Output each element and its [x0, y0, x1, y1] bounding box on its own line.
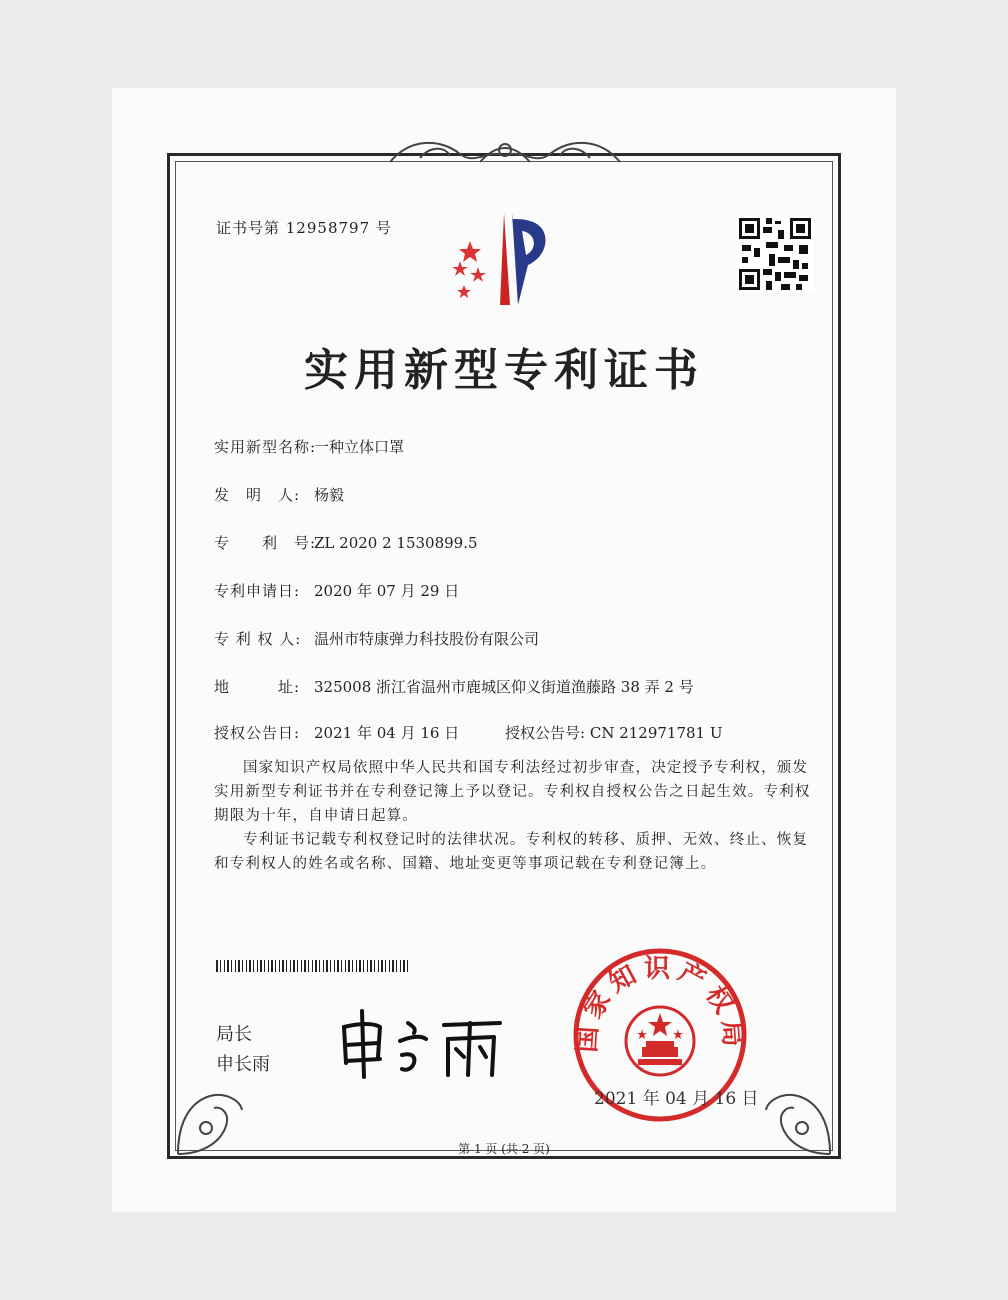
certificate-number: 证书号第 12958797 号: [216, 219, 392, 237]
certificate-title: 实用新型专利证书: [304, 345, 704, 396]
grant-number-value: CN 212971781 U: [589, 724, 723, 742]
field-grant-date: [214, 722, 459, 743]
address-label: 地 址:: [214, 678, 301, 696]
address-value: 325008 浙江省温州市鹿城区仰义街道渔藤路 38 弄 2 号: [314, 678, 694, 696]
patent-number-label: 专 利 号:: [214, 534, 317, 552]
barcode: [216, 960, 408, 972]
director-title: 局长: [216, 1024, 252, 1045]
inventor-value: 杨毅: [314, 486, 345, 504]
field-inventor: [214, 484, 344, 505]
page-footer: 第 1 页 (共 2 页): [458, 1142, 550, 1156]
grant-number-label: 授权公告号:: [505, 724, 586, 742]
grant-date-value: 2021 年 04 月 16 日: [314, 724, 460, 742]
filing-date-value: 2020 年 07 月 29 日: [314, 582, 460, 600]
patent-number-value: ZL 2020 2 1530899.5: [314, 534, 478, 552]
owner-value: 温州市特康弹力科技股份有限公司: [314, 630, 540, 648]
filing-date-label: 专利申请日:: [214, 582, 301, 600]
field-name: [214, 436, 404, 457]
paragraph-1: 国家知识产权局依照中华人民共和国专利法经过初步审查，决定授予专利权，颁发实用新型专利证书并在专利登记簿上予以登记。专利权自授权公告之日起生效。专利权期限为十年，自申请日起算。: [214, 760, 811, 824]
seal-text: 国家知识产权局: [572, 954, 748, 1054]
field-filing-date: [214, 580, 459, 601]
top-ornament: [380, 128, 630, 172]
owner-label: 专 利 权 人:: [214, 630, 302, 648]
director-signature: [330, 1005, 520, 1080]
director-name: 申长雨: [216, 1054, 270, 1075]
grant-date-label: 授权公告日:: [214, 724, 301, 742]
svg-text:国家知识产权局: [572, 954, 748, 1053]
inventor-label: 发 明 人:: [214, 486, 301, 504]
name-label: 实用新型名称:: [214, 438, 317, 456]
field-grant-number: [505, 722, 723, 743]
seal-date: 2021 年 04 月 16 日: [594, 1089, 759, 1109]
qr-code: [736, 215, 814, 293]
paragraph-2: 专利证书记载专利权登记时的法律状况。专利权的转移、质押、无效、终止、恢复和专利权人的姓名或名称、国籍、地址变更等事项记载在专利登记簿上。: [214, 832, 809, 872]
name-value: 一种立体口罩: [314, 438, 405, 456]
field-address: [214, 676, 694, 697]
patent-office-logo: [440, 205, 570, 315]
field-owner: [214, 628, 539, 649]
field-patent-number: [214, 532, 478, 553]
